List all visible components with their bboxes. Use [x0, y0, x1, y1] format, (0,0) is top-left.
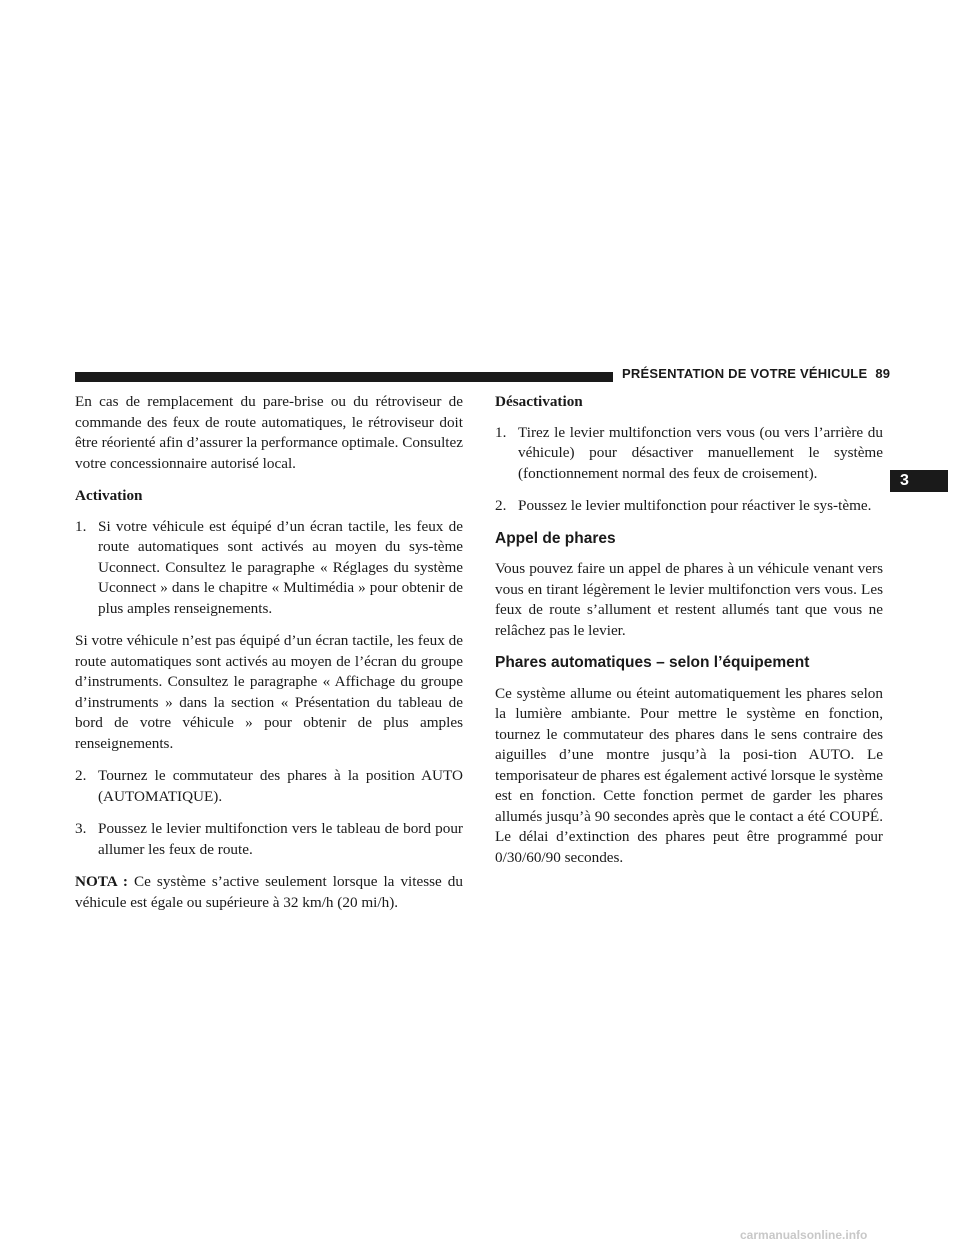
left-column [75, 392, 463, 925]
item-text: Poussez le levier multifonction vers le tableau de bord pour allumer les feux de route. [98, 820, 463, 858]
item-text: Tirez le levier multifonction vers vous (ou vers l’arrière du véhicule) pour désactiver manuellement le système (fonctionnement normal des feux de croisement). [518, 423, 883, 482]
right-column [495, 392, 883, 880]
auto-headlights-heading: Phares automatiques – selon l’équipement [495, 654, 810, 671]
item-text: Poussez le levier multifonction pour réactiver le sys-tème. [518, 497, 872, 514]
list-item [75, 517, 463, 620]
appel-paragraph: Vous pouvez faire un appel de phares à un véhicule venant vers vous en tirant légèrement le levier multifonction vers vous. Les feux de route s’allument et restent allumés tant que vous ne relâchez pas le levier. [495, 560, 883, 639]
item-number: 2. [75, 767, 87, 784]
header-rule [75, 372, 613, 382]
deactivation-heading: Désactivation [495, 393, 583, 410]
item-text: Si votre véhicule est équipé d’un écran tactile, les feux de route automatiques sont activés au moyen du sys-tème Uconnect. Consultez le paragraphe « Réglages du système Uconnect » dans le chapitre « Multimédia » pour obtenir de plus amples renseignements. [98, 517, 463, 617]
item-text: Tournez le commutateur des phares à la position AUTO (AUTOMATIQUE). [98, 767, 463, 805]
item-number: 1. [75, 517, 87, 535]
list-item [495, 423, 883, 485]
list-item [75, 819, 463, 860]
auto-headlights-paragraph: Ce système allume ou éteint automatiquement les phares selon la lumière ambiante. Pour mettre le système en fonction, tournez le commutateur des phares dans le sens contraire des aiguilles d’une montre jusqu’à la posi-tion AUTO. Le temporisateur de phares est également activé lorsque le système est en fonction. Cette fonction permet de garder les phares allumés jusqu’à 90 secondes après que le contact a été COUPÉ. Le délai d’extinction des phares peut être programmé pour 0/30/60/90 secondes. [495, 684, 883, 866]
list-item [75, 766, 463, 807]
item-number: 2. [495, 497, 507, 514]
nota-paragraph [75, 872, 463, 913]
footer-watermark: carmanualsonline.info [740, 1228, 868, 1242]
activation-heading: Activation [75, 487, 143, 504]
nota-label: NOTA : [75, 873, 128, 890]
appel-heading: Appel de phares [495, 529, 616, 547]
body-paragraph: Si votre véhicule n’est pas équipé d’un écran tactile, les feux de route automatiques sont activés au moyen de l’écran du groupe d’instruments. Consultez le paragraphe « Affichage du groupe d’instruments » dans la section « Présentation du tableau de bord de votre véhicule » pour obtenir de plus amples renseignements. [75, 632, 463, 752]
section-title: PRÉSENTATION DE VOTRE VÉHICULE [622, 366, 868, 381]
list-item [495, 496, 883, 517]
page-number: 89 [875, 366, 891, 381]
chapter-tab: 3 [890, 470, 948, 492]
nota-text: Ce système s’active seulement lorsque la vitesse du véhicule est égale ou supérieure à 32 km/h (20 mi/h). [75, 873, 463, 911]
item-number: 3. [75, 820, 87, 837]
intro-paragraph: En cas de remplacement du pare-brise ou du rétroviseur de commande des feux de route automatiques, le rétroviseur doit être réorienté afin d’assurer la performance optimale. Consultez votre concessionnaire autorisé local. [75, 393, 463, 472]
item-number: 1. [495, 423, 507, 441]
running-header [622, 366, 890, 381]
